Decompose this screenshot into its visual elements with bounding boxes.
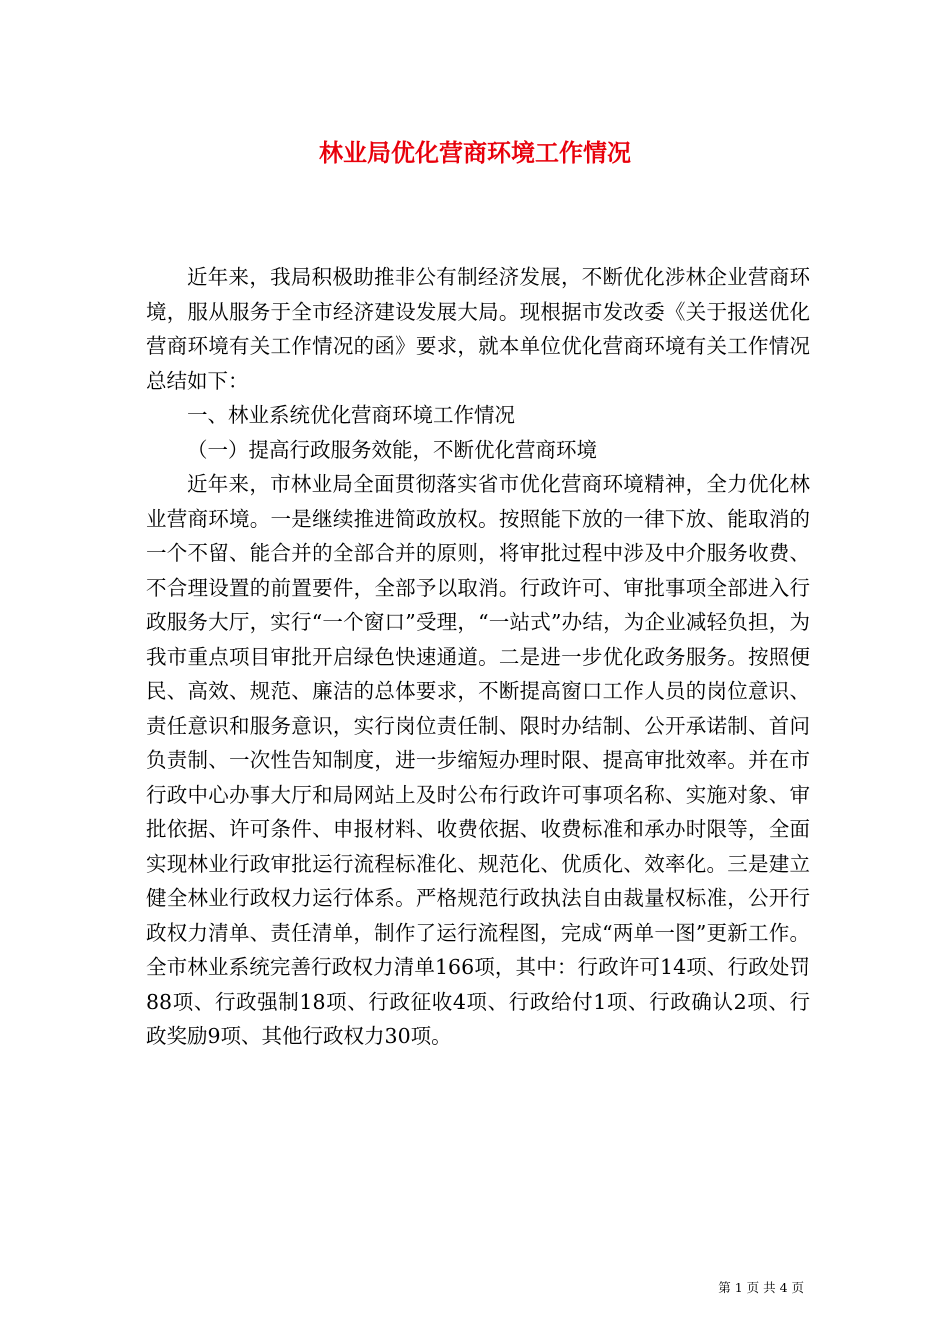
intro-paragraph: 近年来，我局积极助推非公有制经济发展，不断优化涉林企业营商环境，服从服务于全市经济建设发展大局。现根据市发改委《关于报送优化营商环境有关工作情况的函》要求，就本单位优化营商环境有关工作情况总结如下： <box>146 265 810 393</box>
section-heading: 一、林业系统优化营商环境工作情况 <box>187 403 515 427</box>
page-title: 林业局优化营商环境工作情况 <box>319 138 631 167</box>
page-number-footer: 第 1 页 共 4 页 <box>718 1280 804 1295</box>
body-paragraph: 近年来，市林业局全面贯彻落实省市优化营商环境精神，全力优化林业营商环境。一是继续推进简政放权。按照能下放的一律下放、能取消的一个不留、能合并的全部合并的原则，将审批过程中涉及中介服务收费、不合理设置的前置要件，全部予以取消。行政许可、审批事项全部进入行政服务大厅，实行“一个窗口”受理，“一站式”办结，为企业减轻负担，为我市重点项目审批开启绿色快速通道。二是进一步优化政务服务。按照便民、高效、规范、廉洁的总体要求，不断提高窗口工作人员的岗位意识、责任意识和服务意识，实行岗位责任制、限时办结制、公开承诺制、首问负责制、一次性告知制度，进一步缩短办理时限、提高审批效率。并在市行政中心办事大厅和局网站上及时公布行政许可事项名称、实施对象、审批依据、许可条件、申报材料、收费依据、收费标准和承办时限等，全面实现林业行政审批运行流程标准化、规范化、优质化、效率化。三是建立健全林业行政权力运行体系。严格规范行政执法自由裁量权标准，公开行政权力清单、责任清单，制作了运行流程图，完成“两单一图”更新工作。全市林业系统完善行政权力清单166项，其中：行政许可14项、行政处罚88项、行政强制18项、行政征收4项、行政给付1项、行政确认2项、行政奖励9项、其他行政权力30项。 <box>146 472 810 1048</box>
subsection-heading: （一）提高行政服务效能，不断优化营商环境 <box>187 437 597 462</box>
document-body <box>146 260 810 1054</box>
